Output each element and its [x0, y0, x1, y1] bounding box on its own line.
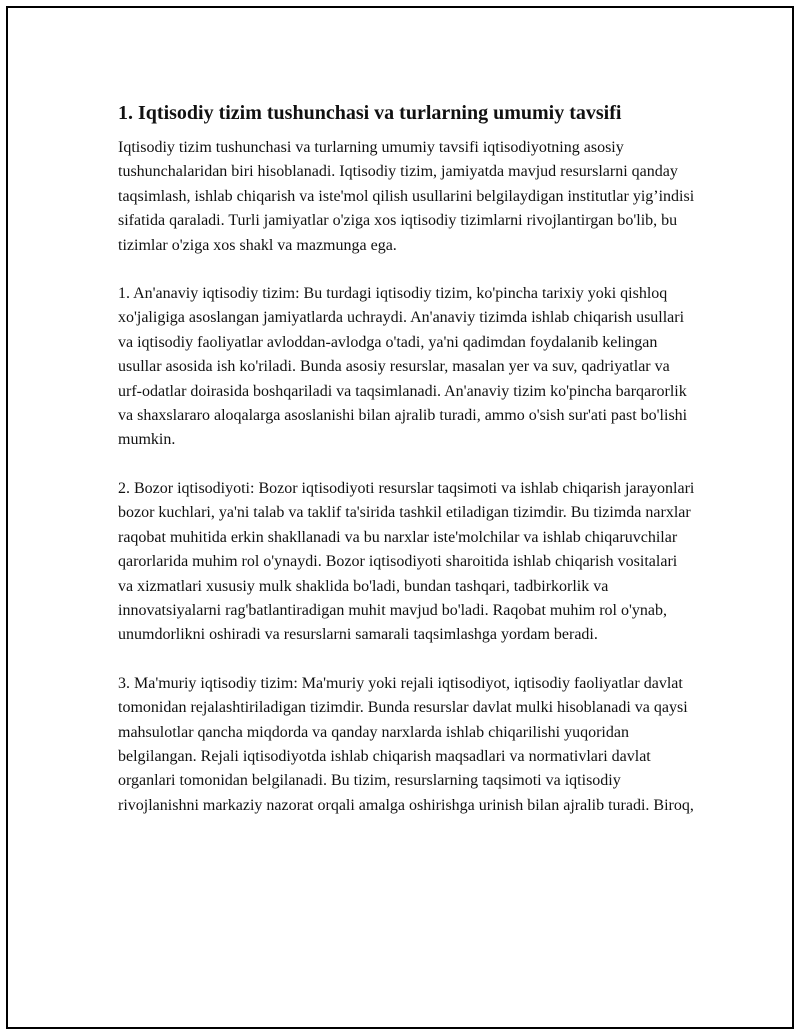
intro-paragraph: Iqtisodiy tizim tushunchasi va turlarning umumiy tavsifi iqtisodiyotning asosiy tushunchalaridan biri hisoblanadi. Iqtisodiy tizim, jamiyatda mavjud resurslarni qanday taqsimlash, ishlab chiqarish va iste'mol qilish usullarini belgilaydigan institutlar yig’indisi sifatida qaraladi. Turli jamiyatlar o'ziga xos iqtisodiy tizimlarni rivojlantirgan bo'lib, bu tizimlar o'ziga xos shakl va mazmunga ega.	[118, 139, 695, 254]
document-page	[6, 6, 794, 1029]
section-heading: 1. Iqtisodiy tizim tushunchasi va turlarning umumiy tavsifi	[118, 102, 622, 124]
market-economy-paragraph: 2. Bozor iqtisodiyoti: Bozor iqtisodiyoti resurslar taqsimoti va ishlab chiqarish jarayonlari bozor kuchlari, ya'ni talab va taklif ta'sirida tashkil etiladigan tizimdir. Bu tizimda narxlar raqobat muhitida erkin shakllanadi va bu narxlar iste'molchilar va ishlab chiqaruvchilar qarorlarida muhim rol o'ynaydi. Bozor iqtisodiyoti sharoitida ishlab chiqarish vositalari va xizmatlari xususiy mulk shaklida bo'ladi, bundan tashqari, tadbirkorlik va innovatsiyalarni rag'batlantiradigan muhit mavjud bo'ladi. Raqobat muhim rol o'ynab, unumdorlikni oshiradi va resurslarni samarali taqsimlashga yordam beradi.	[118, 479, 695, 644]
traditional-system-paragraph: 1. An'anaviy iqtisodiy tizim: Bu turdagi iqtisodiy tizim, ko'pincha tarixiy yoki qishloq xo'jaligiga asoslangan jamiyatlarda uchraydi. An'anaviy tizimda ishlab chiqarish usullari va iqtisodiy faoliyatlar avloddan-avlodga o'tadi, ya'ni qadimdan foydalanib kelingan usullar asosida ish ko'riladi. Bunda asosiy resurslar, masalan yer va suv, qadriyatlar va urf-odatlar doirasida boshqariladi va taqsimlanadi. An'anaviy tizim ko'pincha barqarorlik va shaxslararo aloqalarga asoslanishi bilan ajralib turadi, ammo o'sish sur'ati past bo'lishi mumkin.	[118, 285, 688, 449]
command-economy-paragraph: 3. Ma'muriy iqtisodiy tizim: Ma'muriy yoki rejali iqtisodiyot, iqtisodiy faoliyatlar davlat tomonidan rejalashtiriladigan tizimdir. Bunda resurslar davlat mulki hisoblanadi va qaysi mahsulotlar qancha miqdorda va qanday narxlarda ishlab chiqarilishi yuqoridan belgilangan. Rejali iqtisodiyotda ishlab chiqarish maqsadlari va normativlari davlat organlari tomonidan belgilanadi. Bu tizim, resurslarning taqsimoti va iqtisodiy rivojlanishni markaziy nazorat orqali amalga oshirishga urinish bilan ajralib turadi. Biroq,	[118, 674, 694, 814]
document-body	[118, 100, 696, 842]
